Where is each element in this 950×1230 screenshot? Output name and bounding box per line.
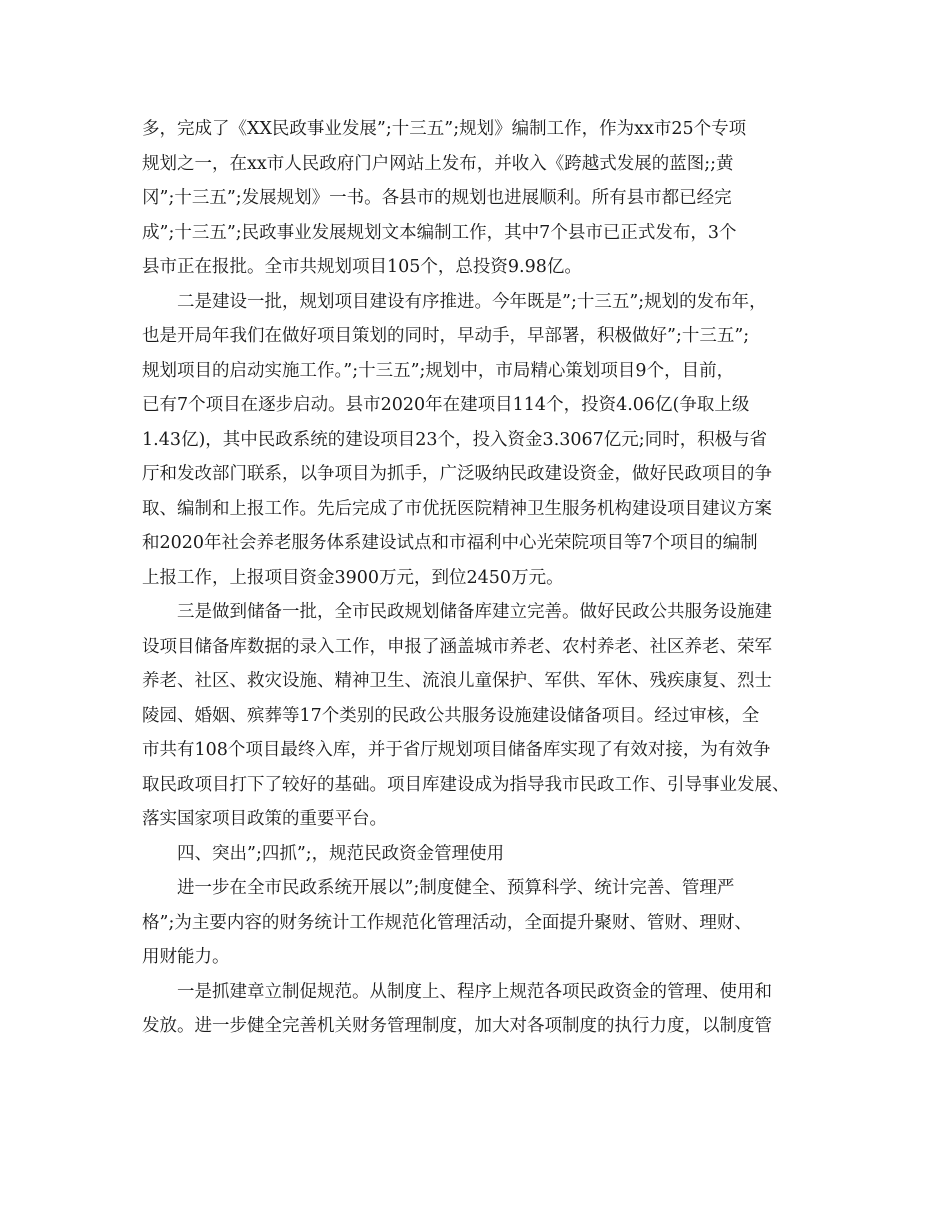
text-line: 落实国家项目政策的重要平台。 [142, 809, 387, 829]
text-line: 四、突出”;四抓”;，规范民政资金管理使用 [177, 843, 505, 864]
text-line: 二是建设一批，规划项目建设有序推进。今年既是”;十三五”;规划的发布年， [177, 291, 767, 312]
text-line: 格”;为主要内容的财务统计工作规范化管理活动，全面提升聚财、管财、理财、 [142, 912, 752, 933]
text-line: 县市正在报批。全市共规划项目105个，总投资9.98亿。 [142, 257, 582, 277]
text-line: 已有7个项目在逐步启动。县市2020年在建项目114个，投资4.06亿(争取上级 [142, 395, 750, 415]
text-line: 取、编制和上报工作。先后完成了市优抚医院精神卫生服务机构建设项目建议方案 [142, 498, 772, 519]
text-line: 三是做到储备一批，全市民政规划储备库建立完善。做好民政公共服务设施建 [177, 602, 772, 622]
text-line: 规划之一，在xx市人民政府门户网站上发布，并收入《跨越式发展的蓝图;;黄 [142, 153, 734, 174]
text-line: 和2020年社会养老服务体系建设试点和市福利中心光荣院项目等7个项目的编制 [142, 533, 758, 553]
text-line: 冈”;十三五”;发展规划》一书。各县市的规划也进展顺利。所有县市都已经完 [142, 188, 732, 208]
text-line: 设项目储备库数据的录入工作，申报了涵盖城市养老、农村养老、社区养老、荣军 [142, 636, 772, 657]
text-line: 厅和发改部门联系，以争项目为抓手，广泛吸纳民政建设资金，做好民政项目的争 [142, 464, 772, 484]
text-line: 1.43亿)，其中民政系统的建设项目23个，投入资金3.3067亿元;同时，积极与省 [142, 429, 768, 450]
text-line: 发放。进一步健全完善机关财务管理制度，加大对各项制度的执行力度，以制度管 [142, 1016, 772, 1036]
text-line: 成”;十三五”;民政事业发展规划文本编制工作，其中7个县市已正式发布，3个 [142, 222, 737, 243]
text-line: 养老、社区、救灾设施、精神卫生、流浪儿童保护、军供、军休、残疾康复、烈士 [142, 671, 772, 691]
text-line: 也是开局年我们在做好项目策划的同时，早动手，早部署，积极做好”;十三五”; [142, 326, 750, 346]
text-line: 上报工作，上报项目资金3900万元，到位2450万元。 [142, 567, 564, 588]
text-line: 多，完成了《XX民政事业发展”;十三五”;规划》编制工作，作为xx市25个专项 [142, 119, 747, 139]
text-line: 进一步在全市民政系统开展以”;制度健全、预算科学、统计完善、管理严 [177, 878, 735, 898]
text-line: 陵园、婚姻、殡葬等17个类别的民政公共服务设施建设储备项目。经过审核，全 [142, 705, 760, 726]
text-line: 取民政项目打下了较好的基础。项目库建设成为指导我市民政工作、引导事业发展、 [142, 774, 790, 795]
document-body [142, 112, 822, 1044]
text-line: 规划项目的启动实施工作。”;十三五”;规划中，市局精心策划项目9个，目前， [142, 360, 735, 381]
text-line: 市共有108个项目最终入库，并于省厅规划项目储备库实现了有效对接，为有效争 [142, 740, 771, 760]
text-line: 用财能力。 [142, 947, 230, 967]
text-line: 一是抓建章立制促规范。从制度上、程序上规范各项民政资金的管理、使用和 [177, 981, 772, 1002]
